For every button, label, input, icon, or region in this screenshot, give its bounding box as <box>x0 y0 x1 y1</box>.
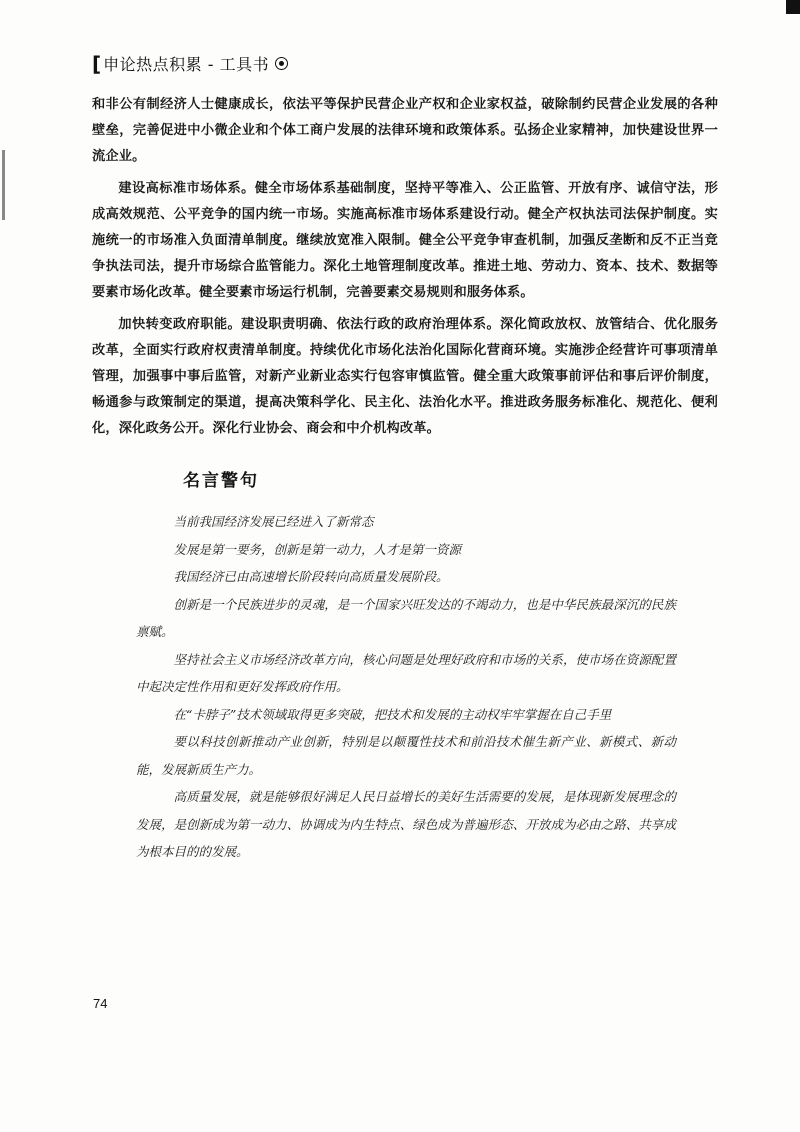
page-number: 74 <box>93 996 108 1011</box>
quote-item: 我国经济已由高速增长阶段转向高质量发展阶段。 <box>173 569 449 584</box>
quote-item: 创新是一个民族进步的灵魂，是一个国家兴旺发达的不竭动力，也是中华民族最深沉的民族禀赋。 <box>136 596 676 639</box>
quote-item: 发展是第一要务，创新是第一动力，人才是第一资源 <box>173 541 462 557</box>
scan-artifact <box>2 150 5 220</box>
body-paragraph-3: 加快转变政府职能。建设职责明确、依法行政的政府治理体系。深化简政放权、放管结合、优化服务改革，全面实行政府权责清单制度。持续优化市场化法治化国际化营商环境。实施涉企经营许可事项清单管理，加强事中事后监管，对新产业新业态实行包容审慎监管。健全重大政策事前评估和事后评价制度，畅通参与政策制定的渠道，提高决策科学化、民主化、法治化水平。推进政务服务标准化、规范化、便利化，深化政务公开。深化行业协会、商会和中介机构改革。 <box>92 317 718 436</box>
quote-item: 在“卡脖子”技术领域取得更多突破，把技术和发展的主动权牢牢掌握在自己手里 <box>173 706 612 722</box>
quote-item: 要以科技创新推动产业创新，特别是以颠覆性技术和前沿技术催生新产业、新模式、新动能，发展新质生产力。 <box>136 734 676 777</box>
body-paragraph-2: 建设高标准市场体系。健全市场体系基础制度，坚持平等准入、公正监管、开放有序、诚信守法，形成高效规范、公平竞争的国内统一市场。实施高标准市场体系建设行动。健全产权执法司法保护制度。实施统一的市场准入负面清单制度。继续放宽准入限制。健全公平竞争审查机制，加强反垄断和反不正当竞争执法司法，提升市场综合监管能力。深化土地管理制度改革。推进土地、劳动力、资本、技术、数据等要素市场化改革。健全要素市场运行机制，完善要素交易规则和服务体系。 <box>92 181 718 300</box>
section-heading: 名言警句 <box>183 471 259 491</box>
header-bracket: [ <box>92 51 102 76</box>
quote-item: 当前我国经济发展已经进入了新常态 <box>173 514 374 529</box>
quote-item: 高质量发展，就是能够很好满足人民日益增长的美好生活需要的发展，是体现新发展理念的发展，是创新成为第一动力、协调成为内生特点、绿色成为普遍形态、开放成为必由之路、共享成为根本目的的发展。 <box>136 789 676 859</box>
circle-dot-icon <box>275 57 288 70</box>
scan-corner-artifact <box>786 0 800 14</box>
quote-item: 坚持社会主义市场经济改革方向，核心问题是处理好政府和市场的关系，使市场在资源配置中起决定性作用和更好发挥政府作用。 <box>136 651 676 694</box>
body-paragraph-1: 和非公有制经济人士健康成长，依法平等保护民营企业产权和企业家权益，破除制约民营企业发展的各种壁垒，完善促进中小微企业和个体工商户发展的法律环境和政策体系。弘扬企业家精神，加快建设世界一流企业。 <box>92 97 718 164</box>
running-header <box>92 52 288 75</box>
header-title: 申论热点积累 - 工具书 <box>103 55 270 74</box>
body-text <box>92 92 718 448</box>
quotes-list <box>136 508 676 866</box>
